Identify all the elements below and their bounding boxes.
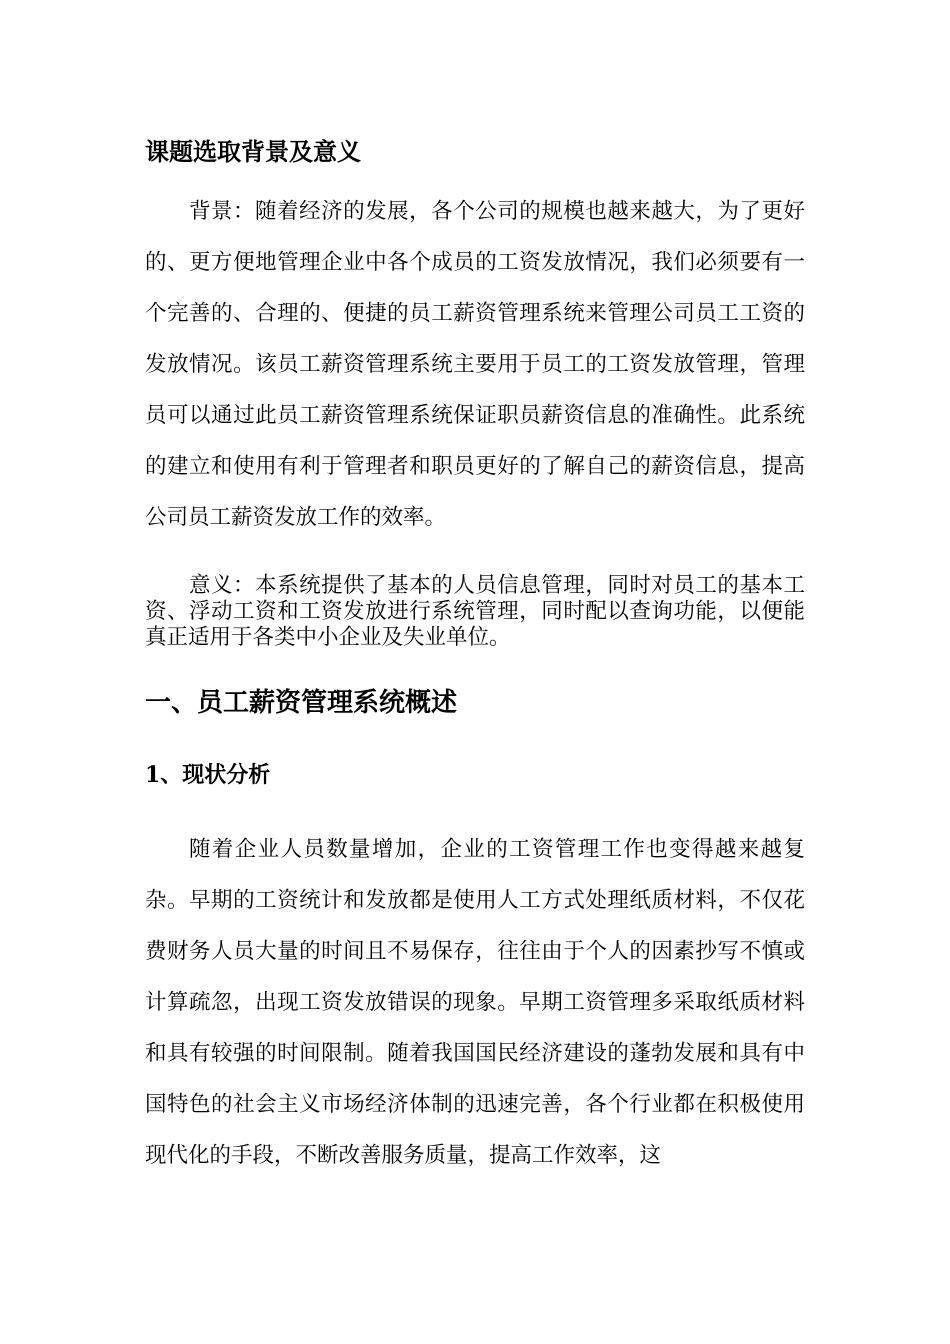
background-paragraph: 背景：随着经济的发展，各个公司的规模也越来越大，为了更好的、更方便地管理企业中各个成员的工资发放情况，我们必须要有一个完善的、合理的、便捷的员工薪资管理系统来管理公司员工工资的发放情况。该员工薪资管理系统主要用于员工的工资发放管理，管理员可以通过此员工薪资管理系统保证职员薪资信息的准确性。此系统的建立和使用有利于管理者和职员更好的了解自己的薪资信息，提高公司员工薪资发放工作的效率。 [145, 199, 805, 530]
significance-paragraph: 意义：本系统提供了基本的人员信息管理，同时对员工的基本工资、浮动工资和工资发放进行系统管理，同时配以查询功能，以便能真正适用于各类中小企业及失业单位。 [145, 573, 805, 650]
status-analysis-paragraph: 随着企业人员数量增加，企业的工资管理工作也变得越来越复杂。早期的工资统计和发放都是使用人工方式处理纸质材料，不仅花费财务人员大量的时间且不易保存，往往由于个人的因素抄写不慎或计算疏忽，出现工资发放错误的现象。早期工资管理多采取纸质材料和具有较强的时间限制。随着我国国民经济建设的蓬勃发展和具有中国特色的社会主义市场经济体制的迅速完善，各个行业都在积极使用现代化的手段，不断改善服务质量，提高工作效率，这 [145, 837, 805, 1168]
section-title: 课题选取背景及意义 [145, 137, 361, 166]
subsection-heading: 1、现状分析 [145, 762, 271, 788]
chapter-heading: 一、员工薪资管理系统概述 [145, 688, 458, 718]
